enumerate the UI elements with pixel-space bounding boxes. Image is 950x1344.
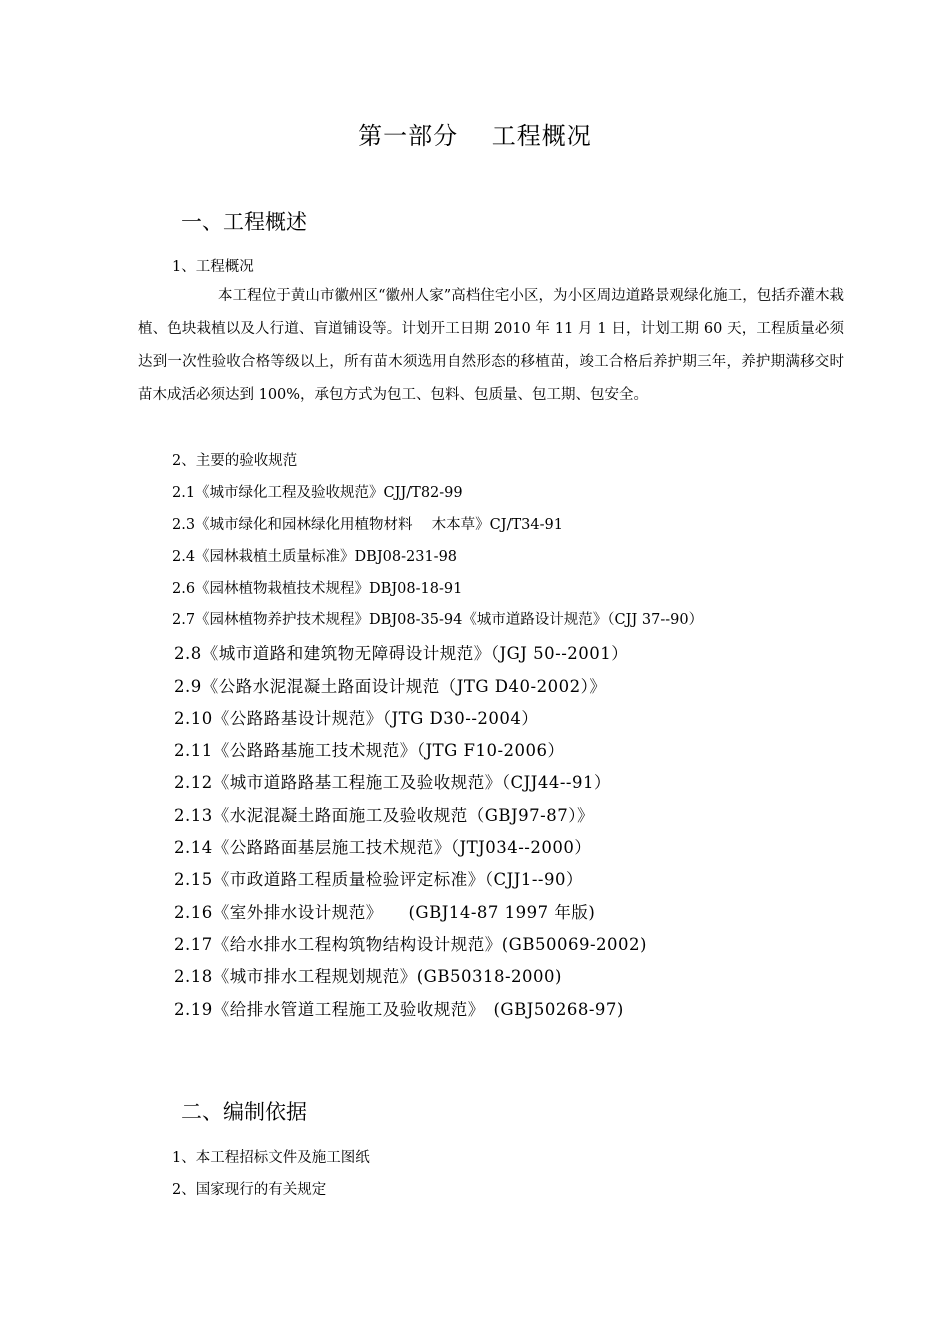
project-description-text: 本工程位于黄山市徽州区“徽州人家”高档住宅小区，为小区周边道路景观绿化施工，包括乔灌木栽植、色块栽植以及人行道、盲道铺设等。计划开工日期 2010 年 11 月 1 日，计划工期 60 天，工程质量必须达到一次性验收合格等级以上，所有苗木须选用自然形态的移植苗，竣工合格后养护期三年，养护期满移交时苗木成活必须达到 100%，承包方式为包工、包料、包质量、包工期、包安全。 <box>138 288 844 403</box>
spec-item: 2.12《城市道路路基工程施工及验收规范》（CJJ44--91） <box>174 773 611 792</box>
spec-item: 2.9《公路水泥混凝土路面设计规范（JTG D40-2002）》 <box>174 677 607 696</box>
spec-item: 2.17《给水排水工程构筑物结构设计规范》(GB50069-2002) <box>174 935 647 954</box>
basis-item: 2、国家现行的有关规定 <box>172 1182 327 1198</box>
spec-item: 2.15《市政道路工程质量检验评定标准》（CJJ1--90） <box>174 870 583 889</box>
section-heading-basis: 二、编制依据 <box>181 1100 307 1124</box>
spec-item: 2.3《城市绿化和园林绿化用植物材料 木本草》CJ/T34-91 <box>172 517 563 533</box>
subheading-project-overview: 1、工程概况 <box>172 259 254 275</box>
spec-item: 2.19《给排水管道工程施工及验收规范》 (GBJ50268-97) <box>174 1000 624 1019</box>
spec-item: 2.1《城市绿化工程及验收规范》CJJ/T82-99 <box>172 485 463 501</box>
spec-item: 2.14《公路路面基层施工技术规范》（JTJ034--2000） <box>174 838 592 857</box>
spec-item: 2.4《园林栽植土质量标准》DBJ08-231-98 <box>172 549 458 565</box>
spec-item-head: 2.7《园林植物养护技术规程》DBJ08-35-94 <box>172 612 463 628</box>
spec-item: 2.6《园林植物栽植技术规程》DBJ08-18-91 <box>172 581 463 597</box>
basis-item: 1、本工程招标文件及施工图纸 <box>172 1150 370 1166</box>
section-heading-overview: 一、工程概述 <box>181 210 307 234</box>
spec-item-tail: 《城市道路设计规范》（CJJ 37--90） <box>462 612 704 628</box>
spec-item: 2.18《城市排水工程规划规范》(GB50318-2000) <box>174 967 562 986</box>
page-title: 第一部分 工程概况 <box>358 122 592 150</box>
spec-item: 2.8《城市道路和建筑物无障碍设计规范》（JGJ 50--2001） <box>174 644 629 663</box>
spec-item: 2.16《室外排水设计规范》 (GBJ14-87 1997 年版) <box>174 903 596 922</box>
spec-item: 2.11《公路路基施工技术规范》（JTG F10-2006） <box>174 741 565 760</box>
project-description-paragraph <box>138 280 844 412</box>
subheading-acceptance-specs: 2、主要的验收规范 <box>172 453 298 469</box>
spec-item-mixed <box>172 608 703 629</box>
spec-item: 2.13《水泥混凝土路面施工及验收规范（GBJ97-87）》 <box>174 806 594 825</box>
spec-item: 2.10《公路路基设计规范》（JTG D30--2004） <box>174 709 539 728</box>
